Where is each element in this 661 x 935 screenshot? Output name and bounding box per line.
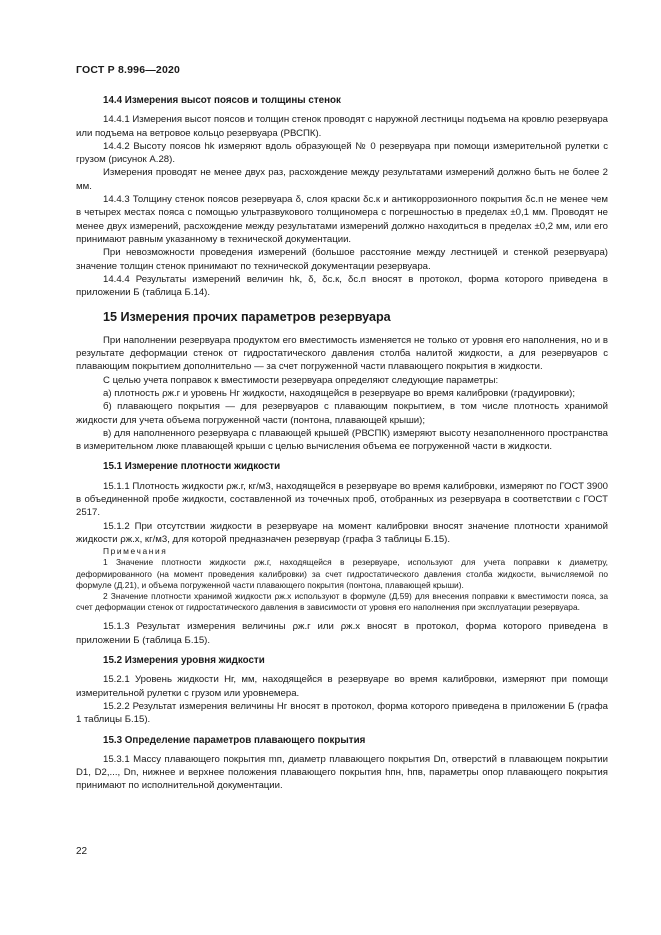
- notes-block: [76, 546, 608, 613]
- paragraph: 14.4.4 Результаты измерений величин hk, δ, δс.к, δс.п вносят в протокол, форма которого приведена в приложении Б (таблица Б.14).: [76, 273, 608, 299]
- note-item: 2 Значение плотности хранимой жидкости ρж.х используют в формуле (Д.59) для внесения поправки к вместимости пояса, за счет деформации стенок от гидростатического давления в зависимости от уровня его наполнения при эксплуатации резервуара.: [76, 591, 608, 613]
- paragraph: 14.4.2 Высоту поясов hk измеряют вдоль образующей № 0 резервуара при помощи измерительной рулетки с грузом (рисунок А.28).: [76, 140, 608, 166]
- section-15-heading: 15 Измерения прочих параметров резервуара: [103, 310, 391, 325]
- note-item: 1 Значение плотности жидкости ρж.г, находящейся в резервуаре, используют для учета поправки к диаметру, деформированного (на момент проведения калибровки) за счет гидростатического давления столба жидкости, вычисляемой по формуле (Д.21), и объема погруженной части плавающего покрытия (понтона, плавающей крыши).: [76, 557, 608, 590]
- document-body: [76, 94, 608, 793]
- paragraph: 15.1.3 Результат измерения величины ρж.г или ρж.х вносят в протокол, форма которого приведена в приложении Б (таблица Б.15).: [76, 621, 608, 646]
- list-item: а) плотность ρж.г и уровень Hг жидкости, находящейся в резервуаре во время калибровки (градуировки);: [103, 387, 575, 399]
- paragraph: 14.4.3 Толщину стенок поясов резервуара δ, слоя краски δс.к и антикоррозионного покрытия δс.п не менее чем в четырех местах пояса с помощью ультразвукового толщиномера с погрешностью в пределах ±0,1 мм. Проводят не менее двух измерений, расхождение между результатами измерений должно находиться в пределах ±0,2 мм, или его принимают равным указанному в технической документации.: [76, 194, 608, 245]
- paragraph: При невозможности проведения измерений (большое расстояние между лестницей и стенкой резервуара) значение толщин стенок принимают по технической документации резервуара.: [76, 247, 608, 272]
- paragraph: С целью учета поправок к вместимости резервуара определяют следующие параметры:: [103, 374, 499, 386]
- page-number: 22: [76, 846, 88, 857]
- section-15-2-heading: 15.2 Измерения уровня жидкости: [103, 655, 265, 667]
- paragraph: 14.4.1 Измерения высот поясов и толщин стенок проводят с наружной лестницы подъема на кровлю резервуара или подъема на ветровое кольцо резервуара (РВСПК).: [76, 114, 608, 139]
- paragraph: 15.1.2 При отсутствии жидкости в резервуаре на момент калибровки вносят значение плотности хранимой жидкости ρж.х, кг/м3, для которой предназначен резервуар (графа 3 таблицы Б.15).: [76, 520, 608, 545]
- list-item: б) плавающего покрытия — для резервуаров с плавающим покрытием, в том числе плотность хранимой жидкости для учета объема погруженной части (понтона, плавающей крыши);: [76, 401, 608, 426]
- paragraph: Измерения проводят не менее двух раз, расхождение между результатами измерений должно быть не более 2 мм.: [76, 167, 608, 192]
- paragraph: При наполнении резервуара продуктом его вместимость изменяется не только от уровня его наполнения, но и в результате деформации стенок от гидростатического давления столба налитой жидкости, а для резервуаров с плавающим покрытием дополнительно — за счет погруженной части плавающего покрытия в жидкости.: [76, 334, 608, 373]
- paragraph: 15.3.1 Массу плавающего покрытия mп, диаметр плавающего покрытия Dп, отверстий в плавающем покрытии D1, D2,..., Dn, нижнее и верхнее положения плавающего покрытия hпн, hпв, параметры опор плавающего покрытия принимают по исполнительной документации.: [76, 753, 608, 792]
- paragraph: 15.2.2 Результат измерения величины Hг вносят в протокол, форма которого приведена в приложении Б (графа 1 таблицы Б.15).: [76, 700, 608, 726]
- list-item: в) для наполненного резервуара с плавающей крышей (РВСПК) измеряют высоту незаполненного пространства в измерительном люке плавающей крыши с целью вычисления объема ее погруженной части в жидкости.: [76, 427, 608, 453]
- paragraph: 15.1.1 Плотность жидкости ρж.г, кг/м3, находящейся в резервуаре во время калибровки, измеряют по ГОСТ 3900 в объединенной пробе жидкости, составленной из точечных проб, отобранных из резервуара в соответствии с ГОСТ 2517.: [76, 480, 608, 519]
- paragraph: 15.2.1 Уровень жидкости Hг, мм, находящейся в резервуаре во время калибровки, измеряют при помощи измерительной рулетки с грузом или уровнемера.: [76, 674, 608, 699]
- notes-title: Примечания: [103, 546, 168, 557]
- section-14-4-heading: 14.4 Измерения высот поясов и толщины стенок: [103, 95, 341, 106]
- document-header: ГОСТ Р 8.996—2020: [76, 64, 181, 76]
- section-15-1-heading: 15.1 Измерение плотности жидкости: [103, 461, 281, 473]
- section-15-3-heading: 15.3 Определение параметров плавающего покрытия: [103, 734, 366, 746]
